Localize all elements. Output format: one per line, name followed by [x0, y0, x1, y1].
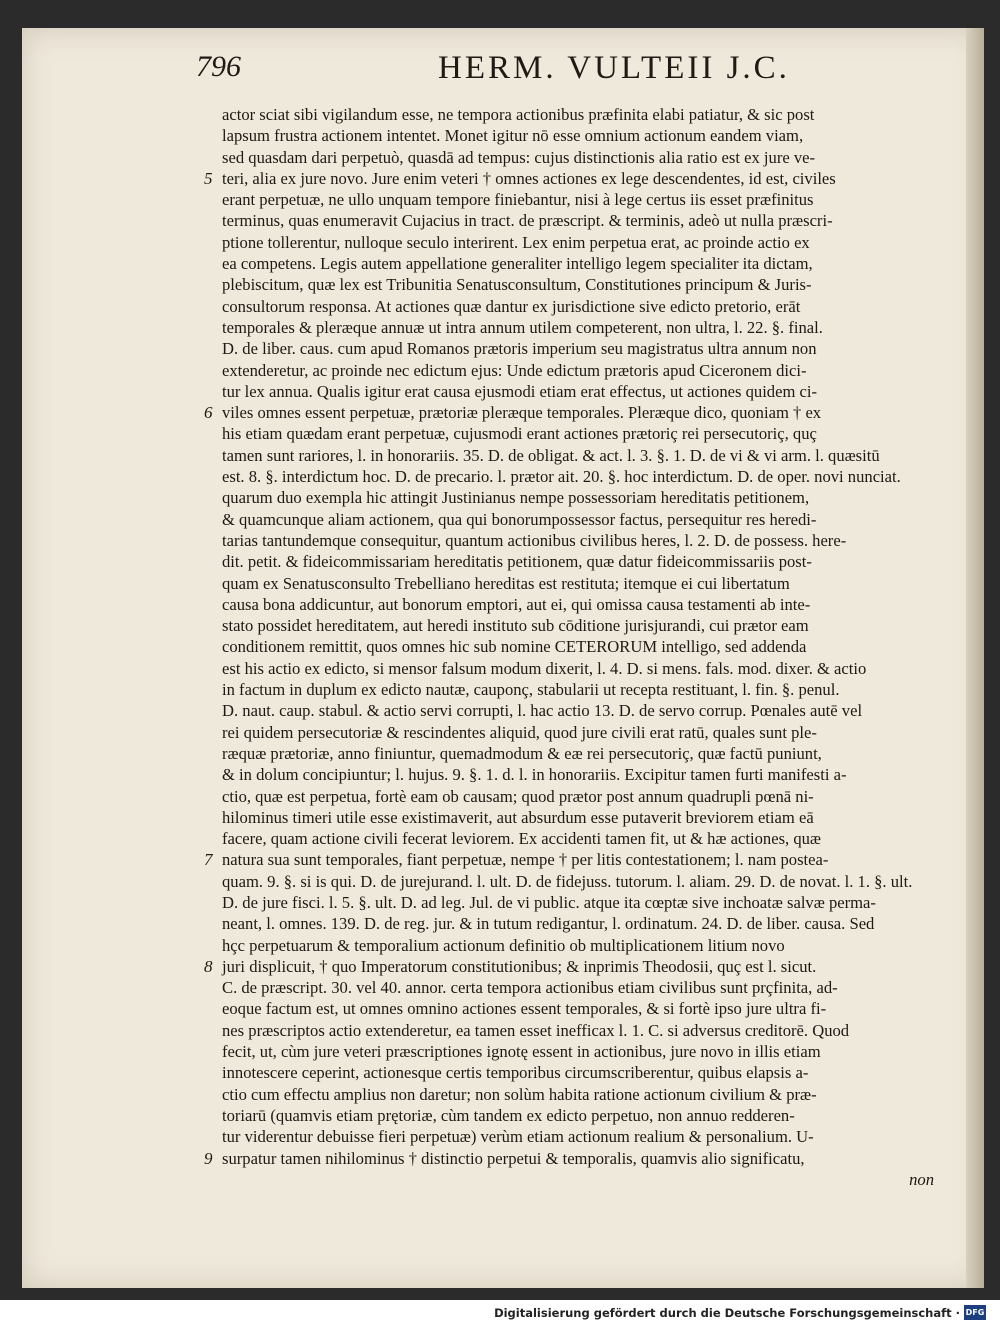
line-text: dit. petit. & fideicommissariam hereditatis petitionem, quæ datur fideicommissariis post-: [222, 552, 812, 572]
line-text: quam ex Senatusconsulto Trebelliano hereditas est restituta; itemque ei cui libertatum: [222, 573, 790, 593]
line-text: ptione tollerentur, nulloque seculo interirent. Lex enim perpetua erat, ac proinde actio ex: [222, 232, 810, 252]
line-text: tamen sunt rariores, l. in honorariis. 35. D. de obligat. & act. l. 3. §. 1. D. de vi & vi arm. l. quæsitū: [222, 445, 880, 465]
line-text: causa bona addicuntur, aut bonorum emptori, aut ei, qui omissa causa testamenti ab inte-: [222, 594, 811, 614]
line-text: tur lex annua. Qualis igitur erat causa ejusmodi etiam erat effectus, ut actiones quidem ci-: [222, 381, 818, 401]
margin-section-number: 8: [204, 956, 213, 976]
margin-section-number: 7: [204, 850, 213, 870]
text-line: [222, 189, 934, 210]
text-line: [222, 594, 934, 615]
funding-credit: Digitalisierung gefördert durch die Deutsche Forschungsgemeinschaft ·: [494, 1306, 960, 1320]
line-text: juri displicuit, † quo Imperatorum constitutionibus; & inprimis Theodosii, quç est l. sicut.: [222, 956, 817, 976]
text-line: [222, 786, 934, 807]
catchword: non: [909, 1169, 934, 1189]
line-text: terminus, quas enumeravit Cujacius in tract. de præscript. & terminis, adeò ut nulla præscri-: [222, 211, 833, 231]
line-text: erant perpetuæ, ne ullo unquam tempore finiebantur, nisi à lege certus iis esset præfinitus: [222, 190, 814, 210]
line-text: extenderetur, ac proinde nec edictum ejus: Unde edictum prætoris apud Ciceronem dici-: [222, 360, 807, 380]
text-line: [222, 466, 934, 487]
line-text: temporales & pleræque annuæ ut intra annum utilem competerent, non ultra, l. 22. §. final.: [222, 317, 823, 337]
text-line: [222, 679, 934, 700]
text-line: [222, 1126, 934, 1147]
text-line: [222, 423, 934, 444]
text-line: [204, 402, 934, 423]
text-line: [222, 1020, 934, 1041]
line-text: rei quidem persecutoriæ & rescindentes aliquid, quod jure civili erat ratū, quales sunt ple-: [222, 722, 817, 742]
line-text: sed quasdam dari perpetuò, quasdā ad tempus: cujus distinctionis alia ratio est ex jure ve-: [222, 147, 816, 167]
line-text: lapsum frustra actionem intentet. Monet igitur nō esse omnium actionum eandem viam,: [222, 126, 804, 146]
text-line: [222, 1084, 934, 1105]
line-text: facere, quam actione civili fecerat leviorem. Ex accidenti tamen fit, ut & hæ actiones, quæ: [222, 829, 821, 849]
line-text: est. 8. §. interdictum hoc. D. de precario. l. prætor ait. 20. §. hoc interdictum. D. de oper. novi nunciat.: [222, 467, 901, 487]
text-line: [222, 573, 934, 594]
text-line: [222, 977, 934, 998]
text-line: [222, 125, 934, 146]
line-text: conditionem remittit, quos omnes hic sub nomine CETERORUM intelligo, sed addenda: [222, 637, 807, 657]
text-line: [222, 530, 934, 551]
line-text: teri, alia ex jure novo. Jure enim veteri † omnes actiones ex lege descendentes, id est, civiles: [222, 168, 836, 188]
text-line: [222, 445, 934, 466]
line-text: his etiam quædam erant perpetuæ, cujusmodi erant actiones prætoriç rei persecutoriç, quç: [222, 424, 817, 444]
line-text: quarum duo exempla hic attingit Justinianus nempe possessoriam hereditatis petitionem,: [222, 488, 810, 508]
line-text: in factum in duplum ex edicto nautæ, cauponç, stabularii ut recepta restituant, l. fin. §. penul.: [222, 680, 840, 700]
line-text: C. de præscript. 30. vel 40. annor. certa tempora actionibus etiam civilibus sunt prçfinita, ad-: [222, 978, 838, 998]
text-line: [222, 1041, 934, 1062]
line-text: ræquæ prætoriæ, anno finiuntur, quemadmodum & eæ rei persecutoriç, quæ factū puniunt,: [222, 743, 822, 763]
text-line: [222, 296, 934, 317]
line-text: natura sua sunt temporales, fiant perpetuæ, nempe † per litis contestationem; l. nam postea-: [222, 850, 829, 870]
line-text: ctio, quæ est perpetua, fortè eam ob causam; quod prætor post annum quadrupli pœnā ni-: [222, 786, 814, 806]
text-line: [204, 1148, 934, 1169]
text-line: [222, 743, 934, 764]
text-line: [222, 871, 934, 892]
margin-section-number: 9: [204, 1148, 213, 1168]
text-line: [222, 487, 934, 508]
text-line: [204, 168, 934, 189]
line-text: plebiscitum, quæ lex est Tribunitia Senatusconsultum, Constitutiones principum & Juris-: [222, 275, 812, 295]
line-text: hçc perpetuarum & temporalium actionum definitio ob multiplicationem litium novo: [222, 935, 785, 955]
line-text: neant, l. omnes. 139. D. de reg. jur. & in tutum redigantur, l. ordinatum. 24. D. de liber. causa. Sed: [222, 914, 875, 934]
text-line: [222, 210, 934, 231]
line-text: innotescere ceperint, actionesque certis temporibus circumscriberentur, quibus elapsis a-: [222, 1063, 809, 1083]
line-text: consultorum responsa. At actiones quæ dantur ex jurisdictione sive edicto pretorio, erāt: [222, 296, 801, 316]
text-line: [222, 700, 934, 721]
line-text: actor sciat sibi vigilandum esse, ne tempora actionibus præfinita elabi patiatur, & sic post: [222, 105, 815, 124]
line-text: surpatur tamen nihilominus † distinctio perpetui & temporalis, quamvis alio significatu,: [222, 1148, 805, 1168]
body-text: [204, 104, 934, 1190]
running-head: HERM. VULTEII J.C.: [438, 50, 790, 86]
line-text: tur viderentur debuisse fieri perpetuæ) verùm etiam actionum realium & personalium. U-: [222, 1127, 814, 1147]
line-text: stato possidet hereditatem, aut heredi instituto sub cōditione jurisjurandi, cui prætor eam: [222, 616, 809, 636]
text-line: [222, 892, 934, 913]
dfg-logo: DFG: [964, 1305, 986, 1320]
text-line: [204, 849, 934, 870]
line-text: & in dolum concipiuntur; l. hujus. 9. §. 1. d. l. in honorariis. Excipitur tamen furti manifesti a-: [222, 765, 847, 785]
line-text: toriarū (quamvis etiam prętoriæ, cùm tandem ex edicto perpetuo, non annuo redderen-: [222, 1105, 795, 1125]
page-header: [0, 50, 1000, 94]
line-text: & quamcunque aliam actionem, qua qui bonorumpossessor factus, persequitur res heredi-: [222, 509, 817, 529]
text-line: [222, 317, 934, 338]
line-text: nes præscriptos actio extenderetur, ea tamen esset inefficax l. 1. C. si adversus creditorē. Quod: [222, 1020, 850, 1040]
line-text: hilominus timeri utile esse existimaverit, aut absurdum esse putaverit breviorem etiam eā: [222, 807, 814, 827]
text-line: [222, 381, 934, 402]
text-line: [222, 998, 934, 1019]
line-text: D. de liber. caus. cum apud Romanos prætoris imperium seu magistratus ultra annum non: [222, 339, 817, 359]
margin-section-number: 5: [204, 168, 213, 188]
text-line: [222, 722, 934, 743]
line-text: ea competens. Legis autem appellatione generaliter intelligo legem specialiter ita dictam,: [222, 254, 813, 274]
line-text: ctio cum effectu amplius non daretur; non solùm habita ratione actionum civilium & præ-: [222, 1084, 817, 1104]
line-text: quam. 9. §. si is qui. D. de jurejurand. l. ult. D. de fidejuss. tutorum. l. aliam. 29. D. de novat. l. 1. §. ult.: [222, 871, 913, 891]
text-line: [222, 1105, 934, 1126]
line-text: D. de jure fisci. l. 5. §. ult. D. ad leg. Jul. de vi public. atque ita cœptæ sive inchoatæ salvæ perma-: [222, 892, 876, 912]
line-text: D. naut. caup. stabul. & actio servi corrupti, l. hac actio 13. D. de servo corrup. Pœnales autē vel: [222, 701, 863, 721]
text-line: [222, 935, 934, 956]
text-line: [222, 636, 934, 657]
line-text: viles omnes essent perpetuæ, prætoriæ pleræque temporales. Pleræque dico, quoniam † ex: [222, 403, 822, 423]
text-line: [222, 764, 934, 785]
line-text: fecit, ut, cùm jure veteri præscriptiones ignotę essent in actionibus, jure novo in illis etiam: [222, 1042, 821, 1062]
text-line: [222, 913, 934, 934]
text-line: [222, 658, 934, 679]
text-line: [222, 253, 934, 274]
footer-bar: [0, 1300, 1000, 1327]
text-line: [222, 828, 934, 849]
text-line: [204, 956, 934, 977]
text-line: [222, 338, 934, 359]
text-line: [222, 360, 934, 381]
line-text: est his actio ex edicto, si mensor falsum modum dixerit, l. 4. D. si mens. fals. mod. dixer. & actio: [222, 658, 867, 678]
text-line: [222, 807, 934, 828]
line-text: tarias tantundemque consequitur, quantum actionibus civilibus heres, l. 2. D. de possess. here-: [222, 530, 847, 550]
text-line: [222, 509, 934, 530]
text-line: [222, 232, 934, 253]
line-text: eoque factum est, ut omnes omnino actiones essent temporales, & si fortè ipso jure ultra fi-: [222, 999, 827, 1019]
text-line: [222, 147, 934, 168]
margin-section-number: 6: [204, 403, 213, 423]
text-line: [222, 1062, 934, 1083]
text-line: [222, 615, 934, 636]
page-number: 796: [196, 50, 241, 83]
page-edge: [966, 28, 984, 1288]
text-line: [222, 104, 934, 125]
text-line: [222, 551, 934, 572]
text-line: [222, 274, 934, 295]
